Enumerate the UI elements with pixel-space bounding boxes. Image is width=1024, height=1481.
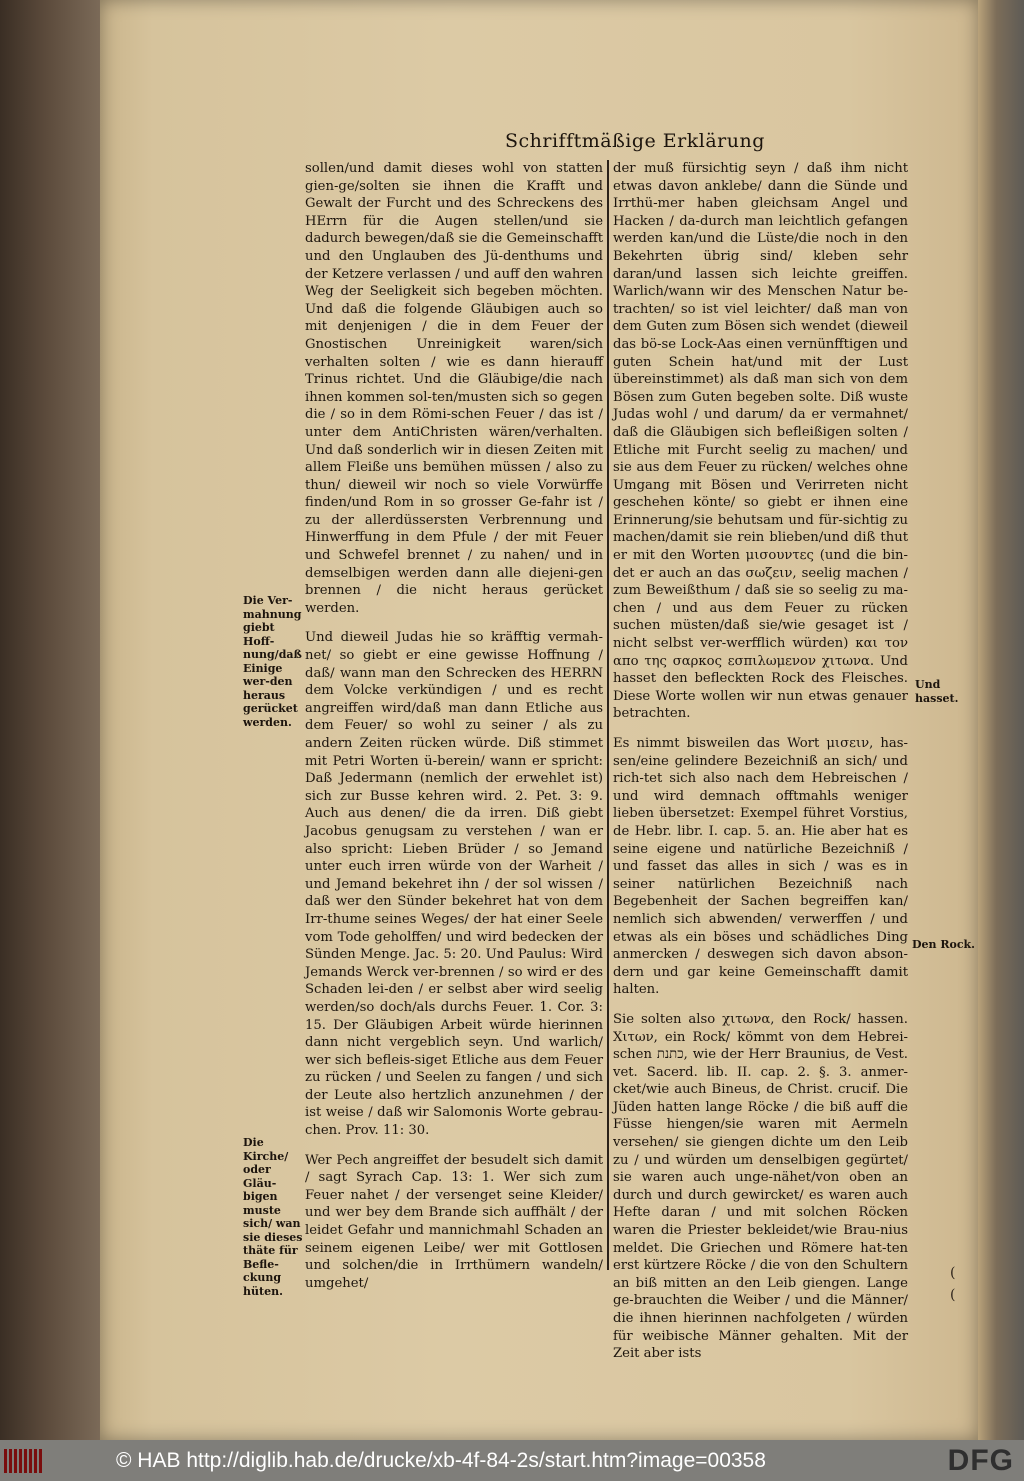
catchword-marks: ( ( [950, 1265, 956, 1303]
page-edge [978, 0, 1024, 1440]
paragraph: Sie solten also χιτωνα, den Rock/ hassen. Χιτων, ein Rock/ kömmt von dem Hebrei-schen כתנת, wie der Herr Braunius, de Vest. vet. Sacerd. lib. II. cap. 2. §. 3. anmer-cket/wie auch Bineus, de Christ. crucif. Die Jüden hatten lange Röcke / die biß auff die Füsse hiengen/sie waren mit Aermeln versehen/ sie giengen dichte um den Leib zu / und würden um denselbigen gegürtet/ sie waren auch unge-nähet/von oben an durch und durch gewircket/ es waren auch Hefte daran / und mit solchen Röcken waren die Priester bekleidet/wie Brau-nius meldet. Die Griechen und Römere hat-ten erst kürtzere Röcke / die von den Schultern an biß mitten an den Leib giengen. Lange ge-brauchten die Weiber / und die Männer/ die ihnen hierinnen nachfolgeten / würden für weibische Männer gehalten. Mit der Zeit aber ists [613, 1011, 908, 1362]
paragraph: der muß fürsichtig seyn / daß ihm nicht etwas davon anklebe/ dann die Sünde und Irrthü-mer haben gleichsam Angel und Hacken / da-durch man leichtlich gefangen werden kan/und die Lüste/die noch in den Bekehrten übrig sind/ kleben sehr daran/und lassen sich leichte greiffen. Warlich/wann wir des Menschen Natur be-trachten/ so ist viel leichter/ daß man von dem Guten zum Bösen sich wendet (dieweil das bö-se Lock-Aas einen vernünfftigen und guten Schein hat/und mit der Lust übereinstimmet) als daß man sich von dem Bösen zum Guten begeben solte. Diß wuste Judas wohl / und darum/ da er vermahnet/ daß die Gläubigen sich befleißigen solten / Etliche mit Furcht seelig zu machen/ und sie aus dem Feuer zu rücken/ welches ohne Umgang mit Bösen und Verirreten nicht geschehen könte/ so giebt er ihnen eine Erinnerung/sie behutsam und für-sichtig zu machen/damit sie rein blieben/und diß thut er mit den Worten μισουντες (und die bin-det er auch an das σωζειν, seelig machen / zum Beweißthum / daß sie so seelig zu ma-chen / und aus dem Feuer zu rücken suchen müsten/daß sie/wie gesaget ist / nicht selbst ver-werfflich würden) και τον απο της σαρκος εσπιλωμενον χιτωνα. Und hasset den befleckten Rock des Fleisches. Diese Worte wollen wir nun etwas genauer betrachten. [613, 161, 908, 722]
left-column [305, 160, 603, 1292]
margin-note: Den Rock. [912, 938, 975, 951]
margin-note: Die Kirche/ oder Gläu-bigen muste sich/ wan sie dieses thäte für Befle-ckung hüten. [243, 1136, 303, 1298]
margin-note: Die Ver-mahnung giebt Hoff-nung/daß Einige wer-den heraus gerücket werden. [243, 594, 302, 729]
book-spine-shadow [0, 0, 100, 1440]
column-divider [607, 160, 609, 1270]
hab-logo-icon [4, 1446, 48, 1476]
copyright-link[interactable]: © HAB http://diglib.hab.de/drucke/xb-4f-84-2s/start.htm?image=00358 [116, 1448, 766, 1472]
paragraph: Und dieweil Judas hie so kräfftig vermah-net/ so giebt er eine gewisse Hoffnung / daß/ wann man den Schrecken des HERRN dem Volcke verkündigen / und es recht angreiffen wird/daß man dann Etliche aus dem Feuer/ so wohl zu seiner / als zu andern Zeiten rücken würde. Diß stimmet mit Petri Worten ü-berein/ wann er spricht: Daß Jedermann (nemlich der erwehlet ist) sich zur Busse kehren wird. 2. Pet. 3: 9. Auch aus denen/ die da irren. Diß giebt Jacobus genugsam zu verstehen / wan er also spricht: Lieben Brüder / so Jemand unter euch irren würde von der Warheit / und Jemand bekehret ihn / der sol wissen / daß wer den Sünder bekehret hat von dem Irr-thume seines Weges/ der hat einer Seele vom Tode geholffen/ und wird bedecken der Sünden Menge. Jac. 5: 20. Und Paulus: Wird Jemands Werck ver-brennen / so wird er des Schaden lei-den / er selbst aber wird seelig werden/so doch/als durchs Feuer. 1. Cor. 3: 15. Der Gläubigen Arbeit würde hierinnen dann nicht vergeblich seyn. Und warlich/ wer sich befleis-siget Etliche aus dem Feuer zu rücken / und Seelen zu fangen / und sich der Leute also hertzlich anzunehmen / der ist weise / daß wir Salomonis Worte gebrau-chen. Prov. 11: 30. [305, 630, 603, 1139]
paragraph: sollen/und damit dieses wohl von statten gien-ge/solten sie ihnen die Krafft und Gewalt der Furcht und des Schreckens des HErrn für die Augen stellen/und sie dadurch bewegen/daß sie die Gemeinschafft und den Unglauben des Jü-denthums und der Ketzere verlassen / und auff den wahren Weg der Seeligkeit sich begeben möchten. Und daß die folgende Gläubigen auch so mit denjenigen / die in dem Feuer der Gnostischen Unreinigkeit waren/sich verhalten solten / wie es dann hierauff Trinus richtet. Und die Gläubige/die nach ihnen kommen sol-ten/musten sich so gegen die / so in dem Römi-schen Feuer / das ist / unter dem AntiChristen wären/verhalten. Und daß sonderlich wir in diesen Zeiten mit allem Fleiße uns bemühen müssen / also zu thun/ dieweil wir noch so viele Vorwürffe finden/und Rom in so grosser Ge-fahr ist / zu der allerdüssersten Verbrennung und Hinwerffung in dem Pfule / der mit Feuer und Schwefel brennet / zu nahen/ und in demselbigen werden dann alle diejeni-gen brennen / die nicht heraus gerücket werden. [305, 161, 603, 616]
footer-bar [0, 1440, 1024, 1481]
paragraph: Wer Pech angreiffet der besudelt sich damit / sagt Syrach Cap. 13: 1. Wer sich zum Feuer nahet / der versenget seine Kleider/ und wer bey dem Brande sich auffhält / der leidet Gefahr und mannichmahl Schaden an seinem eigenen Leibe/ wer mit Gottlosen und solchen/die in Irrthümern wandeln/ umgehet/ [305, 1152, 603, 1291]
right-column [613, 160, 908, 1363]
margin-note: Und hasset. [915, 678, 959, 705]
dfg-logo: DFG [947, 1444, 1014, 1477]
paragraph: Es nimmt bisweilen das Wort μισειν, has-sen/eine gelindere Bezeichniß an sich/ und rich-tet sich also nach dem Hebreischen / und wird demnach offtmahls weniger lieben übersetzet: Exempel führet Vorstius, de Hebr. libr. I. cap. 5. an. Hie aber hat es seine eigene und natürliche Bezeichniß / und fasset das alles in sich / was es in seiner natürlichen Bezeichniß nach Begebenheit der Sachen begreiffen kan/ nemlich sich abwenden/ verwerffen / und etwas als ein böses und schädliches Ding anmercken / deswegen sich davon abson-dern und gar keine Gemeinschafft damit halten. [613, 736, 908, 998]
running-head: Schrifftmäßige Erklärung [505, 130, 765, 152]
